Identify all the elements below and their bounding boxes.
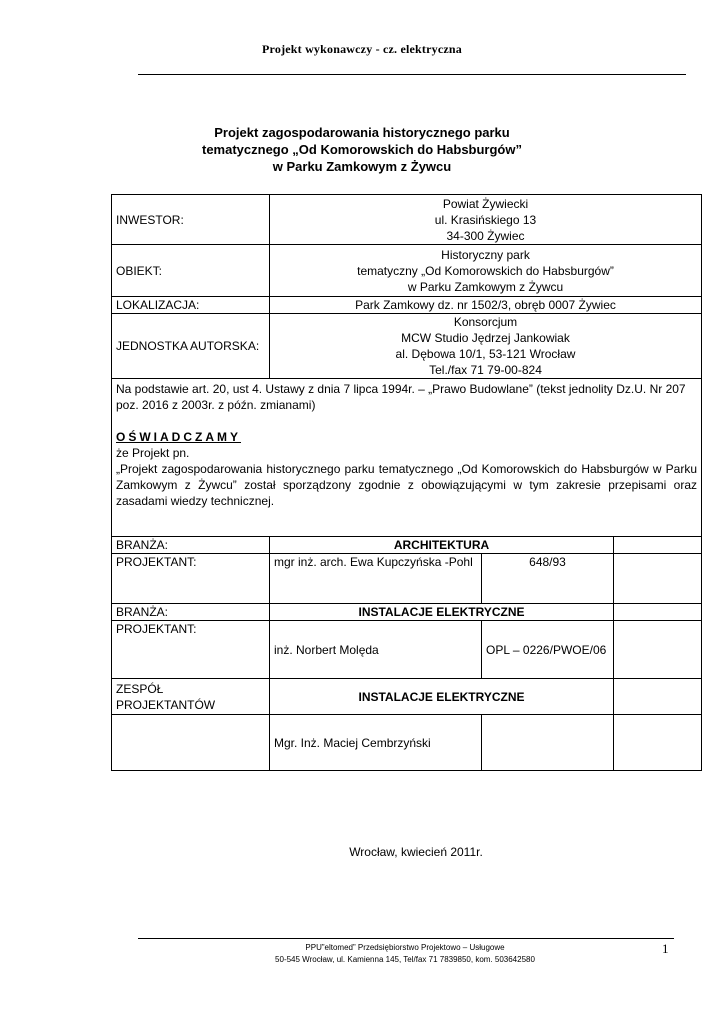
branch-architecture-row — [112, 537, 702, 554]
investor-line: ul. Krasińskiego 13 — [434, 212, 537, 227]
project-title-line: tematycznego „Od Komorowskich do Habsburgów” — [202, 142, 522, 157]
title-page-table — [111, 194, 702, 771]
team-member-name: Mgr. Inż. Maciej Cembrzyński — [270, 715, 482, 771]
investor-line: 34-300 Żywiec — [446, 228, 525, 243]
designer-name: mgr inż. arch. Ewa Kupczyńska -Pohl — [270, 554, 482, 604]
location-label: LOKALIZACJA: — [112, 297, 270, 314]
object-line: w Parku Zamkowym z Żywcu — [407, 279, 564, 294]
author-unit-row — [112, 314, 702, 379]
declaration-cell — [112, 379, 702, 537]
team-header-row — [112, 679, 702, 715]
declaration-intro: że Projekt pn. — [116, 446, 190, 460]
team-label-line: PROJEKTANTÓW — [116, 697, 216, 712]
spacer — [116, 413, 697, 429]
empty-cell — [112, 715, 270, 771]
designer-label: PROJEKTANT: — [112, 554, 270, 604]
empty-cell — [614, 604, 702, 621]
investor-value — [270, 195, 702, 245]
investor-label: INWESTOR: — [112, 195, 270, 245]
empty-cell — [482, 715, 614, 771]
branch-name: ARCHITEKTURA — [270, 537, 614, 554]
footer-divider — [138, 938, 674, 939]
team-branch-name: INSTALACJE ELEKTRYCZNE — [270, 679, 614, 715]
branch-electrical-row — [112, 604, 702, 621]
designer-architecture-row — [112, 554, 702, 604]
project-title-line: Projekt zagospodarowania historycznego parku — [214, 125, 510, 140]
license-number: 648/93 — [482, 554, 614, 604]
header-divider — [138, 74, 686, 75]
branch-name: INSTALACJE ELEKTRYCZNE — [270, 604, 614, 621]
legal-basis-text: Na podstawie art. 20, ust 4. Ustawy z dnia 7 lipca 1994r. – „Prawo Budowlane” (tekst jednolity Dz.U. Nr 207 — [116, 382, 686, 396]
team-label — [112, 679, 270, 715]
object-label: OBIEKT: — [112, 245, 270, 297]
signature-cell — [614, 715, 702, 771]
designer-electrical-row — [112, 621, 702, 679]
branch-label: BRANŻA: — [112, 537, 270, 554]
footer-line: PPU”eltomed” Przedsiębiorstwo Projektowo – Usługowe — [305, 943, 505, 952]
location-value: Park Zamkowy dz. nr 1502/3, obręb 0007 Żywiec — [270, 297, 702, 314]
footer-company — [240, 942, 570, 966]
signature-cell — [614, 554, 702, 604]
designer-label: PROJEKTANT: — [112, 621, 270, 679]
empty-cell — [614, 537, 702, 554]
investor-line: Powiat Żywiecki — [442, 196, 529, 211]
object-row — [112, 245, 702, 297]
author-unit-value — [270, 314, 702, 379]
place-and-date: Wrocław, kwiecień 2011r. — [349, 845, 483, 859]
project-title — [0, 124, 724, 175]
object-value — [270, 245, 702, 297]
document-header-title: Projekt wykonawczy - cz. elektryczna — [262, 42, 462, 56]
object-line: Historyczny park — [441, 247, 530, 262]
investor-row — [112, 195, 702, 245]
author-unit-line: Konsorcjum — [453, 315, 518, 329]
object-line: tematyczny „Od Komorowskich do Habsburgów” — [357, 263, 614, 278]
declaration-heading: OŚWIADCZAMY — [116, 430, 241, 444]
empty-cell — [614, 679, 702, 715]
team-member-row — [112, 715, 702, 771]
location-row — [112, 297, 702, 314]
author-unit-line: MCW Studio Jędrzej Jankowiak — [401, 331, 570, 345]
project-title-line: w Parku Zamkowym z Żywcu — [272, 159, 452, 174]
declaration-row — [112, 379, 702, 537]
signature-cell — [614, 621, 702, 679]
branch-label: BRANŻA: — [112, 604, 270, 621]
designer-name: inż. Norbert Molęda — [270, 621, 482, 679]
footer-line: 50-545 Wrocław, ul. Kamienna 145, Tel/fax 71 7839850, kom. 503642580 — [275, 955, 535, 964]
license-number: OPL – 0226/PWOE/06 — [482, 621, 614, 679]
team-label-line: ZESPÓŁ — [116, 681, 164, 696]
author-unit-label: JEDNOSTKA AUTORSKA: — [112, 314, 270, 379]
author-unit-line: al. Dębowa 10/1, 53-121 Wrocław — [395, 347, 576, 361]
legal-basis-text: poz. 2016 z 2003r. z późn. zmianami) — [116, 398, 316, 412]
page-number: 1 — [662, 941, 669, 956]
author-unit-line: Tel./fax 71 79-00-824 — [429, 363, 542, 377]
declaration-text: „Projekt zagospodarowania historycznego parku tematycznego „Od Komorowskich do Habsburgów w Parku Zamkowym z Żywcu” został sporządzony zgodnie z obowiązującymi w tym zakresie przepisami oraz zasadami wiedzy technicznej. — [116, 462, 697, 508]
